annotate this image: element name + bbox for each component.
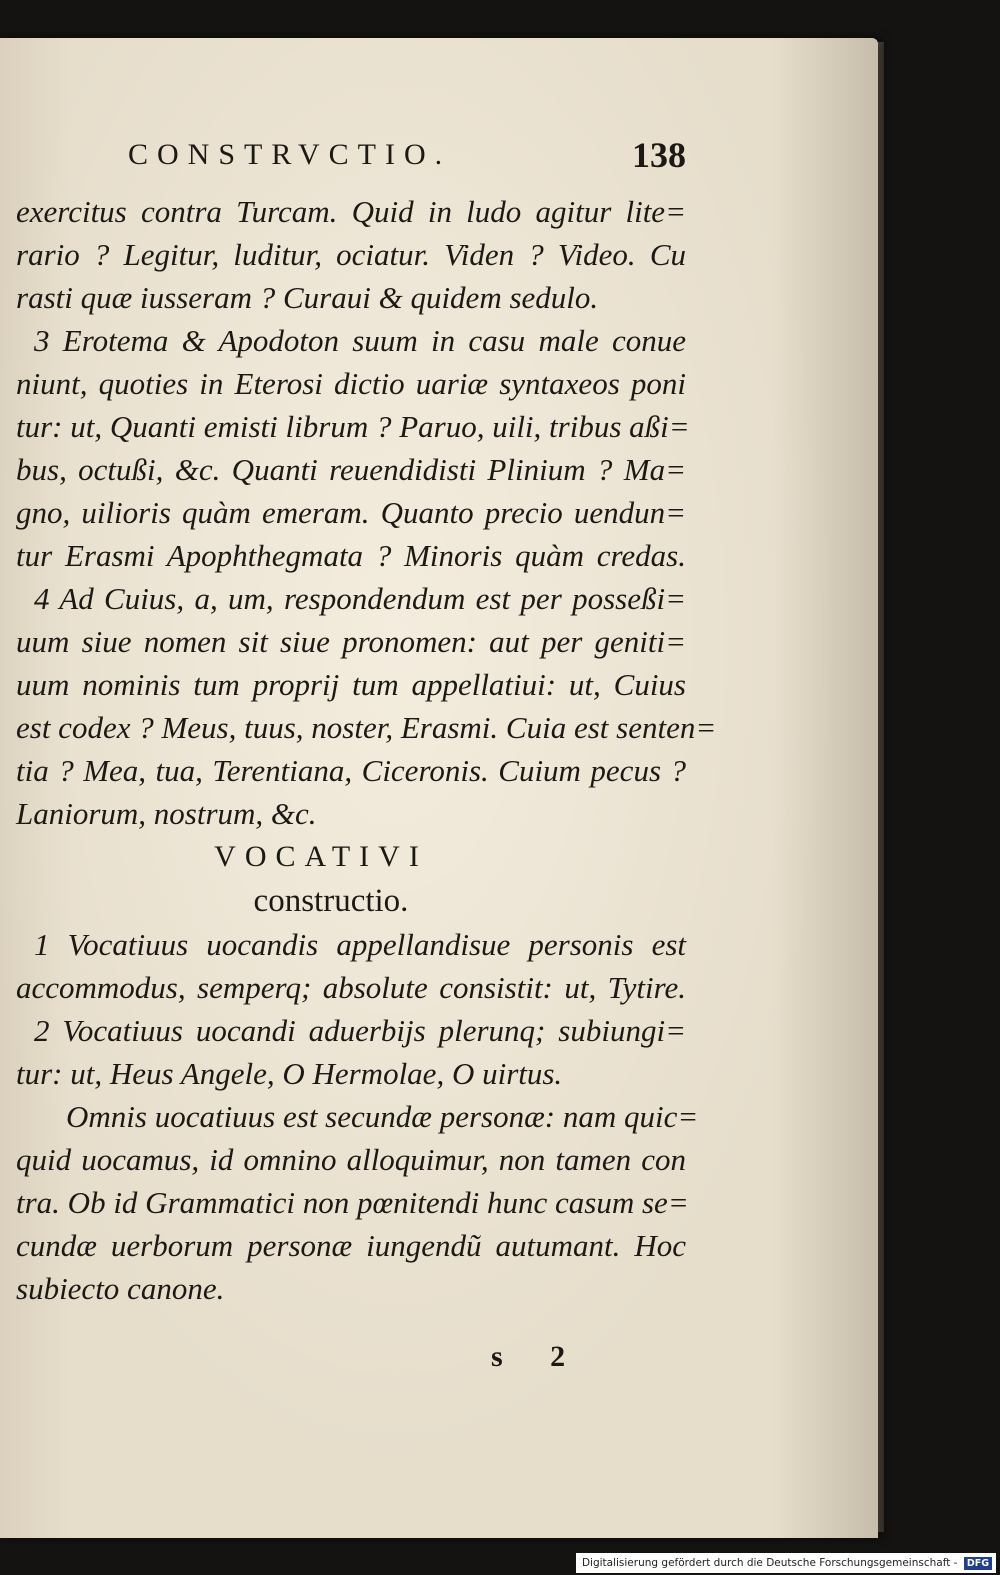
text-line: cundæ uerborum personæ iungendũ autumant. Hoc xyxy=(16,1228,686,1263)
text-line: Laniorum, nostrum, &c. xyxy=(16,796,317,831)
signature-text: s 2 xyxy=(491,1340,586,1373)
running-head-title: CONSTRVCTIO. xyxy=(128,138,452,171)
running-head xyxy=(16,135,686,190)
text-line: rasti quæ iusseram ? Curaui & quidem sedulo. xyxy=(16,280,599,315)
text-line: 3 Erotema & Apodoton suum in casu male conue xyxy=(34,323,686,358)
text-line: 4 Ad Cuius, a, um, respondendum est per posseßi= xyxy=(34,581,686,616)
text-line: accommodus, semperq; absolute consistit: ut, Tytire. xyxy=(16,970,686,1005)
book-page xyxy=(0,38,878,1538)
text-line: tur Erasmi Apophthegmata ? Minoris quàm credas. xyxy=(16,538,686,573)
text-line: exercitus contra Turcam. Quid in ludo agitur lite= xyxy=(16,194,686,229)
page-number: 138 xyxy=(632,135,686,175)
text-line: est codex ? Meus, tuus, noster, Erasmi. Cuia est senten= xyxy=(16,710,717,745)
text-line: subiecto canone. xyxy=(16,1271,225,1306)
text-line: bus, octußi, &c. Quanti reuendidisti Plinium ? Ma= xyxy=(16,452,686,487)
text-line: niunt, quoties in Eterosi dictio uariæ syntaxeos poni xyxy=(16,366,686,401)
text-line: tra. Ob id Grammatici non pœnitendi hunc casum se= xyxy=(16,1185,689,1220)
text-line: quid uocamus, id omnino alloquimur, non tamen con xyxy=(16,1142,686,1177)
text-line: gno, uilioris quàm emeram. Quanto precio uendun= xyxy=(16,495,686,530)
text-line: uum nominis tum proprij tum appellatiui: ut, Cuius xyxy=(16,667,686,702)
funding-credit-text: Digitalisierung gefördert durch die Deutsche Forschungsgemeinschaft - xyxy=(581,1557,958,1569)
text-line: 2 Vocatiuus uocandi aduerbijs plerunq; subiungi= xyxy=(34,1013,686,1048)
text-line: rario ? Legitur, luditur, ociatur. Viden ? Video. Cu xyxy=(16,237,686,272)
funding-credit xyxy=(576,1553,996,1573)
text-block xyxy=(16,135,717,1392)
section-heading: VOCATIVI xyxy=(214,840,428,873)
text-line: 1 Vocatiuus uocandis appellandisue personis est xyxy=(34,927,686,962)
text-line: tia ? Mea, tua, Terentiana, Ciceronis. Cuium pecus ? xyxy=(16,753,686,788)
text-line: tur: ut, Quanti emisti librum ? Paruo, uili, tribus aßi= xyxy=(16,409,690,444)
text-line: tur: ut, Heus Angele, O Hermolae, O uirtus. xyxy=(16,1056,563,1091)
section-subheading: constructio. xyxy=(253,883,409,919)
signature-mark xyxy=(16,1332,686,1392)
text-line: uum siue nomen sit siue pronomen: aut per geniti= xyxy=(16,624,686,659)
dfg-logo: DFG xyxy=(964,1557,992,1570)
text-line: Omnis uocatiuus est secundæ personæ: nam quic= xyxy=(66,1099,699,1134)
